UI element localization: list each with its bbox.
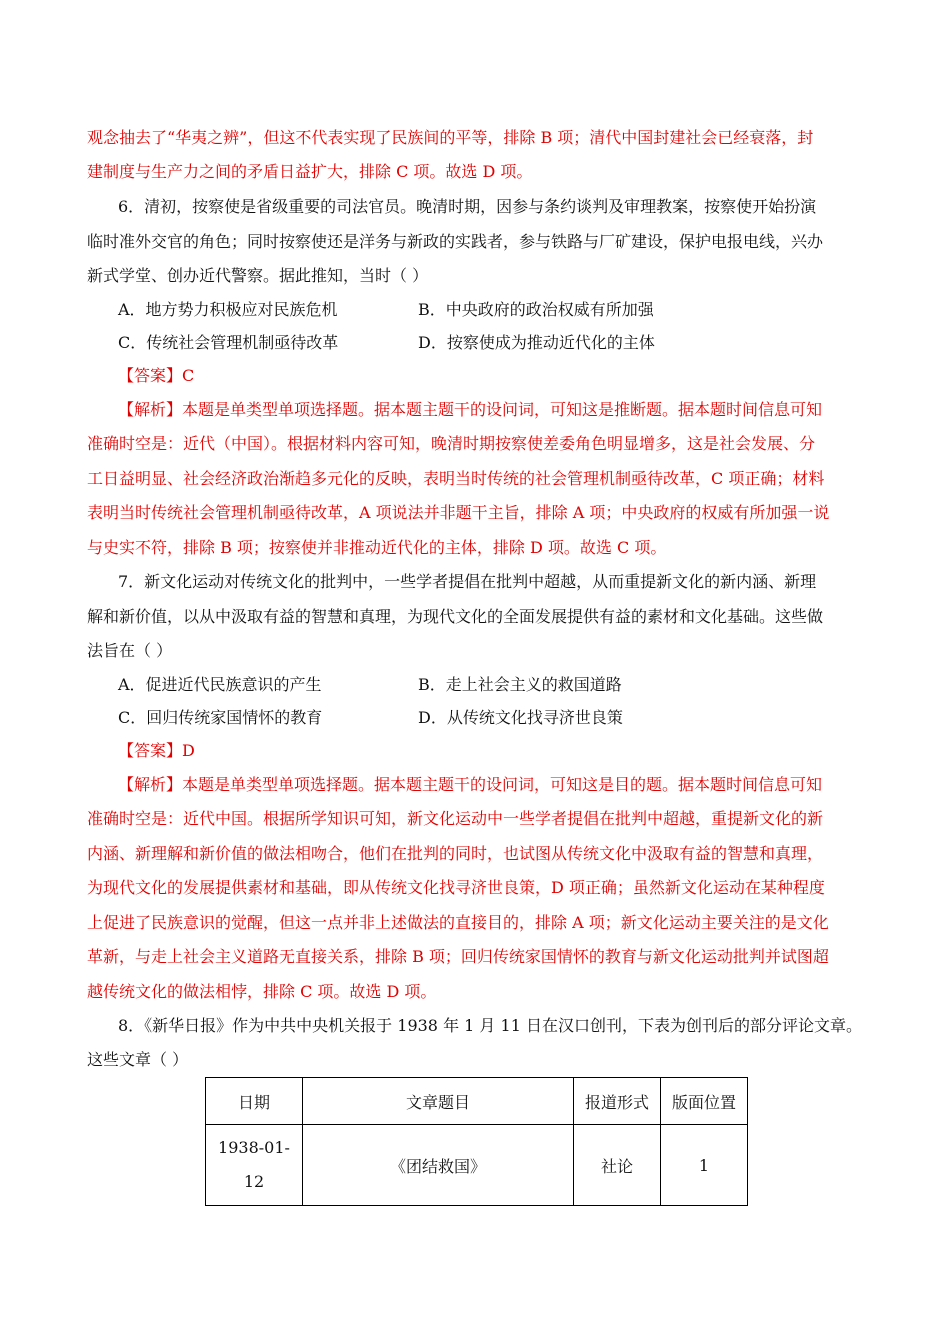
q7-analysis-line-5: 上促进了民族意识的觉醒，但这一点并非上述做法的直接目的，排除 A 项；新文化运动主要关注的是文化 <box>87 913 829 932</box>
q6-analysis-line-2: 准确时空是：近代（中国）。根据材料内容可知，晚清时期按察使差委角色明显增多，这是社会发展、分 <box>87 434 816 453</box>
q6-analysis-line-4: 表明当时传统社会管理机制亟待改革，A 项说法并非题干主旨，排除 A 项；中央政府的权威有所加强一说 <box>87 503 830 522</box>
q7-analysis-line-2: 准确时空是：近代中国。根据所学知识可知，新文化运动中一些学者提倡在批判中超越，重提新文化的新 <box>87 809 824 828</box>
header-page: 版面位置 <box>661 1078 748 1125</box>
q6-option-d: D．按察使成为推动近代化的主体 <box>418 333 655 352</box>
q8-stem-line-2: 这些文章（ ） <box>87 1050 189 1069</box>
q7-stem-line-3: 法旨在（ ） <box>87 641 173 660</box>
q7-stem-line-1: 7．新文化运动对传统文化的批判中，一些学者提倡在批判中超越，从而重提新文化的新内涵、新理 <box>118 572 817 591</box>
q6-answer: 【答案】C <box>118 366 195 385</box>
q7-option-d: D．从传统文化找寻济世良策 <box>418 708 623 727</box>
cell-title: 《团结救国》 <box>303 1125 574 1206</box>
q7-analysis-line-3: 内涵、新理解和新价值的做法相吻合，他们在批判的同时，也试图从传统文化中汲取有益的智慧和真理， <box>87 844 824 863</box>
q5-analysis-line-2: 建制度与生产力之间的矛盾日益扩大，排除 C 项。故选 D 项。 <box>87 162 533 181</box>
q7-stem-line-2: 解和新价值，以从中汲取有益的智慧和真理，为现代文化的全面发展提供有益的素材和文化基础。这些做 <box>87 607 824 626</box>
q6-option-b: B．中央政府的政治权威有所加强 <box>418 300 654 319</box>
q7-answer: 【答案】D <box>118 741 195 760</box>
header-title: 文章题目 <box>303 1078 574 1125</box>
q8-articles-table <box>205 1077 748 1206</box>
q6-stem-line-2: 临时准外交官的角色；同时按察使还是洋务与新政的实践者，参与铁路与厂矿建设，保护电报电线，兴办 <box>87 232 824 251</box>
cell-form: 社论 <box>574 1125 661 1206</box>
q7-option-a: A．促进近代民族意识的产生 <box>118 675 322 694</box>
q6-analysis-line-5: 与史实不符，排除 B 项；按察使并非推动近代化的主体，排除 D 项。故选 C 项。 <box>87 538 667 557</box>
cell-date-line-1: 1938-01- <box>218 1138 290 1157</box>
q7-analysis-line-6: 革新，与走上社会主义道路无直接关系，排除 B 项；回归传统家国情怀的教育与新文化运动批判并试图超 <box>87 947 829 966</box>
table-row <box>206 1125 748 1206</box>
q6-analysis-line-3: 工日益明显、社会经济政治渐趋多元化的反映，表明当时传统的社会管理机制亟待改革，C 项正确；材料 <box>87 469 825 488</box>
table-header-row <box>206 1078 748 1125</box>
q6-option-c: C．传统社会管理机制亟待改革 <box>118 333 339 352</box>
q7-option-c: C．回归传统家国情怀的教育 <box>118 708 323 727</box>
q7-analysis-line-4: 为现代文化的发展提供素材和基础，即从传统文化找寻济世良策，D 项正确；虽然新文化运动在某种程度 <box>87 878 825 897</box>
q8-stem-line-1: 8．《新华日报》作为中共中央机关报于 1938 年 1 月 11 日在汉口创刊，下表为创刊后的部分评论文章。 <box>118 1016 862 1035</box>
cell-date-line-2: 12 <box>243 1172 265 1191</box>
q6-option-a: A．地方势力积极应对民族危机 <box>118 300 338 319</box>
q7-analysis-line-1: 【解析】本题是单类型单项选择题。据本题主题干的设问词，可知这是目的题。据本题时间信息可知 <box>118 775 823 794</box>
header-form: 报道形式 <box>574 1078 661 1125</box>
q6-stem-line-3: 新式学堂、创办近代警察。据此推知，当时（ ） <box>87 266 429 285</box>
q5-analysis-line-1: 观念抽去了“华夷之辨”，但这不代表实现了民族间的平等，排除 B 项；清代中国封建社会已经衰落，封 <box>87 128 814 147</box>
header-date: 日期 <box>206 1078 303 1125</box>
cell-page: 1 <box>661 1125 748 1206</box>
q6-stem-line-1: 6．清初，按察使是省级重要的司法官员。晚清时期，因参与条约谈判及审理教案，按察使开始扮演 <box>118 197 817 216</box>
q7-analysis-line-7: 越传统文化的做法相悖，排除 C 项。故选 D 项。 <box>87 982 437 1001</box>
q7-option-b: B．走上社会主义的救国道路 <box>418 675 622 694</box>
q6-analysis-line-1: 【解析】本题是单类型单项选择题。据本题主题干的设问词，可知这是推断题。据本题时间信息可知 <box>118 400 823 419</box>
cell-date <box>206 1125 303 1206</box>
